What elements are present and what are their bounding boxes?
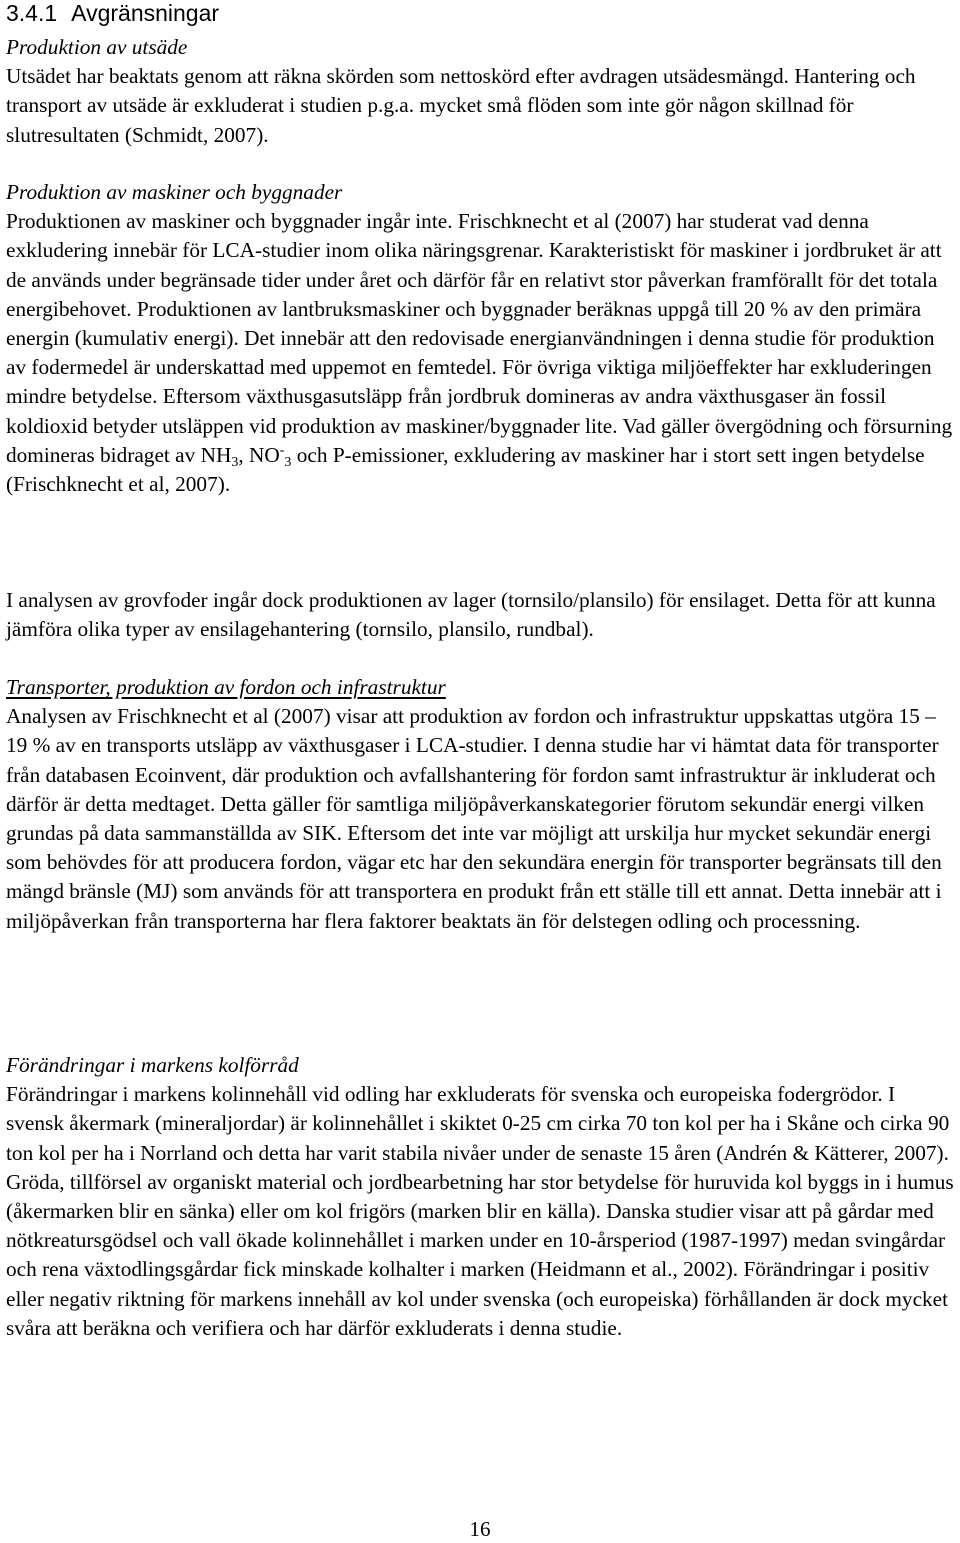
machinery-text-a: Produktionen av maskiner och byggnader ingår inte. Frischknecht et al (2007) har studerat vad denna exkludering innebär för LCA-studier inom olika näringsgrenar. Karakteristiskt för maskiner i jordbruket är att de används under begränsade tider under året och därför får en relativt stor påverkan framförallt för det totala energibehovet. Produktionen av lantbruksmaskiner och byggnader beräknas uppgå till 20 % av den primära energin (kumulativ energi). Det innebär att den redovisade energianvändningen i denna studie för produktion av fodermedel är underskattad med uppemot en femtedel. För övriga viktiga miljöeffekter har exkluderingen mindre betydelse. Eftersom växthusgasutsläpp från jordbruk domineras av andra växthusgaser än fossil koldioxid betyder utsläppen vid produktion av maskiner/byggnader lite. Vad gäller övergödning och försurning domineras bidraget av NH xyxy=(6,209,953,467)
soil-carbon-paragraph: Förändringar i markens kolinnehåll vid odling har exkluderats för svenska och europeiska fodergrödor. I svensk åkermark (mineraljordar) är kolinnehållet i skiktet 0-25 cm cirka 70 ton kol per ha i Skåne och cirka 90 ton kol per ha i Norrland och detta har varit stabila nivåer under de senaste 15 åren (Andrén & Kätterer, 2007). Gröda, tillförsel av organiskt material och jordbearbetning har stor betydelse för huruvida kol byggs in i humus (åkermarken blir en sänka) eller om kol frigörs (marken blir en källa). Danska studier visar att på gårdar med nötkreatursgödsel och vall ökade kolinnehållet i marken under en 10-årsperiod (1987-1997) medan svingårdar och rena växtodlingsgårdar fick minskade kolhalter i marken (Heidmann et al., 2002). Förändringar i positiv eller negativ riktning för markens innehåll av kol under svenska (och europeiska) förhållanden är dock mycket svåra att beräkna och verifiera och har därför exkluderats i denna studie. xyxy=(6,1082,954,1340)
machinery-text-c: och P-emissioner, exkludering av maskiner har i stort sett ingen betydelse (Frischknecht et al, 2007). xyxy=(6,442,925,497)
seed-heading: Produktion av utsäde xyxy=(6,35,188,59)
silage-paragraph: I analysen av grovfoder ingår dock produktionen av lager (tornsilo/plansilo) för ensilaget. Detta för att kunna jämföra olika typer av ensilagehantering (tornsilo, plansilo, rundbal). xyxy=(6,588,936,642)
no3-subscript: 3 xyxy=(284,454,292,470)
machinery-paragraph xyxy=(6,207,956,499)
soil-carbon-heading: Förändringar i markens kolförråd xyxy=(6,1053,299,1077)
machinery-section xyxy=(6,178,956,499)
machinery-heading: Produktion av maskiner och byggnader xyxy=(6,180,343,204)
silage-paragraph-block xyxy=(6,586,956,644)
transport-heading: Transporter, produktion av fordon och infrastruktur xyxy=(6,675,446,699)
no3-superscript: - xyxy=(279,442,285,458)
section-heading xyxy=(6,0,219,28)
nh3-subscript: 3 xyxy=(231,454,239,470)
transport-paragraph: Analysen av Frischknecht et al (2007) visar att produktion av fordon och infrastruktur uppskattas utgöra 15 – 19 % av en transports utsläpp av växthusgaser i LCA-studier. I denna studie har vi hämtat data för transporter från databasen Ecoinvent, där produktion och avfallshantering för fordon samt infrastruktur är inkluderat och därför är detta medtaget. Detta gäller för samtliga miljöpåverkanskategorier förutom sekundär energi vilken grundas på data sammanställda av SIK. Eftersom det inte var möjligt att urskilja hur mycket sekundär energi som behövdes för att producera fordon, vägar etc har den sekundära energin för transporter begränsats till den mängd bränsle (MJ) som används för att transportera en produkt från ett ställe till ett annat. Detta innebär att i miljöpåverkan från transporterna har flera faktorer beaktats än för delstegen odling och processning. xyxy=(6,704,942,933)
transport-section xyxy=(6,673,956,936)
section-number: 3.4.1 xyxy=(6,0,58,26)
page-number: 16 xyxy=(469,1517,491,1541)
soil-carbon-section xyxy=(6,1051,956,1343)
seed-paragraph: Utsädet har beaktats genom att räkna skörden som nettoskörd efter avdragen utsädesmängd. Hantering och transport av utsäde är exkluderat i studien p.g.a. mycket små flöden som inte gör någon skillnad för slutresultaten (Schmidt, 2007). xyxy=(6,64,916,147)
seed-section xyxy=(6,33,956,150)
section-title: Avgränsningar xyxy=(71,0,220,26)
machinery-text-b: , NO xyxy=(238,442,280,467)
